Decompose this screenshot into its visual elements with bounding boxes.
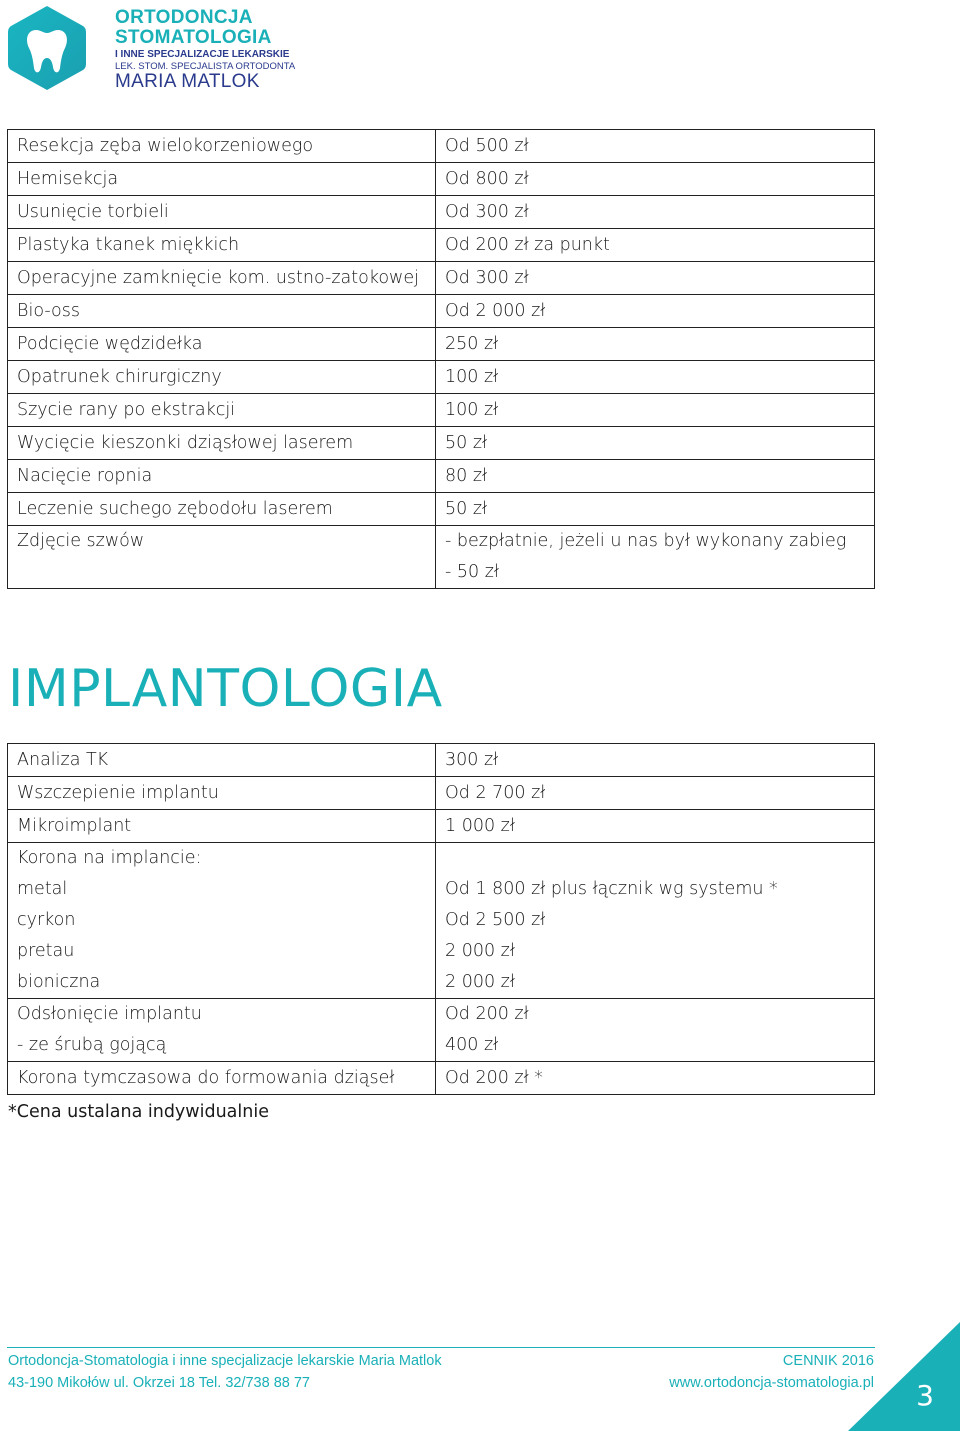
treatment-price-cell [436,394,875,427]
treatment-price: Od 500 zł [445,136,529,156]
treatment-name: Plastyka tkanek miękkich [17,235,240,255]
treatment-name: Nacięcie ropnia [17,466,153,486]
treatment-name-cell [8,130,436,163]
treatment-name: Szycie rany po ekstrakcji [17,400,236,420]
logo-line-name: MARIA MATLOK [115,71,260,92]
treatment-name [17,557,426,588]
treatment-name: bioniczna [17,972,101,992]
treatment-name-cell [8,810,436,843]
price-row [8,999,875,1062]
treatment-price [445,843,865,874]
treatment-name-cell [8,328,436,361]
treatment-price-cell [436,229,875,262]
treatment-price: Od 300 zł [445,268,529,288]
treatment-price: 80 zł [445,466,487,486]
price-row [8,843,875,999]
treatment-price-cell [436,196,875,229]
treatment-price-cell [436,163,875,196]
treatment-name-cell [8,427,436,460]
treatment-price: - 50 zł [445,562,499,582]
treatment-name-cell [8,394,436,427]
treatment-price-cell [436,810,875,843]
treatment-price: - bezpłatnie, jeżeli u nas był wykonany zabieg [445,531,847,551]
treatment-name: Korona na implancie: [17,848,202,868]
treatment-name: cyrkon [17,910,76,930]
treatment-name: Opatrunek chirurgiczny [17,367,222,387]
treatment-price: Od 200 zł * [445,1068,543,1088]
implantology-price-table [7,743,875,1095]
implantology-table-body [8,744,875,1095]
price-row [8,262,875,295]
price-row [8,394,875,427]
price-row [8,295,875,328]
treatment-name-cell [8,843,436,999]
treatment-name-cell [8,196,436,229]
treatment-price-cell [436,744,875,777]
treatment-price-cell [436,1062,875,1095]
treatment-name-cell [8,526,436,589]
price-row [8,196,875,229]
treatment-name-cell [8,999,436,1062]
price-row [8,229,875,262]
price-row [8,744,875,777]
price-row [8,777,875,810]
treatment-price-cell [436,130,875,163]
logo-line-stomatologia: STOMATOLOGIA [115,27,272,48]
tooth-hexagon-icon [7,4,87,92]
surgery-price-table [7,129,875,589]
treatment-price: 50 zł [445,433,487,453]
treatment-name: - ze śrubą gojącą [17,1035,167,1055]
treatment-price: Od 1 800 zł plus łącznik wg systemu * [445,879,778,899]
treatment-name: Analiza TK [17,750,109,770]
price-row [8,427,875,460]
price-row [8,328,875,361]
treatment-price: Od 2 500 zł [445,910,546,930]
treatment-price-cell [436,843,875,999]
logo-line-specializations: I INNE SPECJALIZACJE LEKARSKIE [115,49,290,60]
treatment-name: Bio-oss [17,301,80,321]
treatment-name: Leczenie suchego zębodołu laserem [17,499,333,519]
treatment-price: 300 zł [445,750,499,770]
price-row [8,810,875,843]
treatment-name: Hemisekcja [17,169,119,189]
treatment-price: Od 200 zł za punkt [445,235,610,255]
treatment-name-cell [8,744,436,777]
treatment-price: 400 zł [445,1035,499,1055]
treatment-name-cell [8,493,436,526]
treatment-price: 2 000 zł [445,972,515,992]
treatment-price-cell [436,999,875,1062]
treatment-price: 250 zł [445,334,499,354]
treatment-price-cell [436,460,875,493]
clinic-logo [7,4,307,94]
page-number: 3 [916,1379,934,1412]
price-footnote: *Cena ustalana indywidualnie [8,1102,269,1122]
price-row [8,1062,875,1095]
price-row [8,460,875,493]
treatment-name: pretau [17,941,75,961]
logo-line-specialist: LEK. STOM. SPECJALISTA ORTODONTA [115,61,296,72]
treatment-price-cell [436,295,875,328]
treatment-price: 100 zł [445,400,499,420]
treatment-name: Operacyjne zamknięcie kom. ustno-zatokowej [17,268,419,288]
treatment-price-cell [436,493,875,526]
treatment-price: Od 800 zł [445,169,529,189]
footer-clinic-name: Ortodoncja-Stomatologia i inne specjalizacje lekarskie Maria Matlok [8,1353,442,1369]
footer-divider [7,1347,875,1348]
treatment-price-cell [436,777,875,810]
treatment-name-cell [8,361,436,394]
treatment-name-cell [8,777,436,810]
treatment-name: Korona tymczasowa do formowania dziąseł [17,1068,395,1088]
treatment-price: 50 zł [445,499,487,519]
treatment-price-cell [436,328,875,361]
treatment-name: Wycięcie kieszonki dziąsłowej laserem [17,433,354,453]
footer-address: 43-190 Mikołów ul. Okrzei 18 Tel. 32/738 88 77 [8,1375,310,1391]
treatment-price: Od 2 700 zł [445,783,546,803]
treatment-price-cell [436,361,875,394]
treatment-name: Podcięcie wędzidełka [17,334,203,354]
treatment-price: Od 300 zł [445,202,529,222]
treatment-price: Od 200 zł [445,1004,529,1024]
price-row [8,361,875,394]
section-title-implantologia: IMPLANTOLOGIA [8,659,443,719]
treatment-name-cell [8,262,436,295]
logo-line-ortodoncja: ORTODONCJA [115,7,253,28]
price-row [8,130,875,163]
treatment-price-cell [436,262,875,295]
treatment-name: metal [17,879,68,899]
treatment-price: 100 zł [445,367,499,387]
treatment-price: Od 2 000 zł [445,301,546,321]
footer-pricelist-label: CENNIK 2016 [782,1353,874,1369]
treatment-name-cell [8,1062,436,1095]
price-row [8,163,875,196]
treatment-price-cell [436,427,875,460]
treatment-price: 2 000 zł [445,941,515,961]
treatment-name: Zdjęcie szwów [17,531,145,551]
price-row [8,526,875,589]
treatment-name-cell [8,460,436,493]
treatment-name: Resekcja zęba wielokorzeniowego [17,136,314,156]
footer-website-link[interactable]: www.ortodoncja-stomatologia.pl [669,1375,874,1391]
treatment-name: Mikroimplant [17,816,132,836]
page-corner-triangle [848,1322,960,1431]
treatment-name-cell [8,295,436,328]
treatment-name-cell [8,229,436,262]
treatment-price: 1 000 zł [445,816,515,836]
treatment-price-cell [436,526,875,589]
treatment-name-cell [8,163,436,196]
treatment-name: Wszczepienie implantu [17,783,219,803]
treatment-name: Usunięcie torbieli [17,202,169,222]
price-row [8,493,875,526]
treatment-name: Odsłonięcie implantu [17,1004,202,1024]
surgery-table-body [8,130,875,589]
